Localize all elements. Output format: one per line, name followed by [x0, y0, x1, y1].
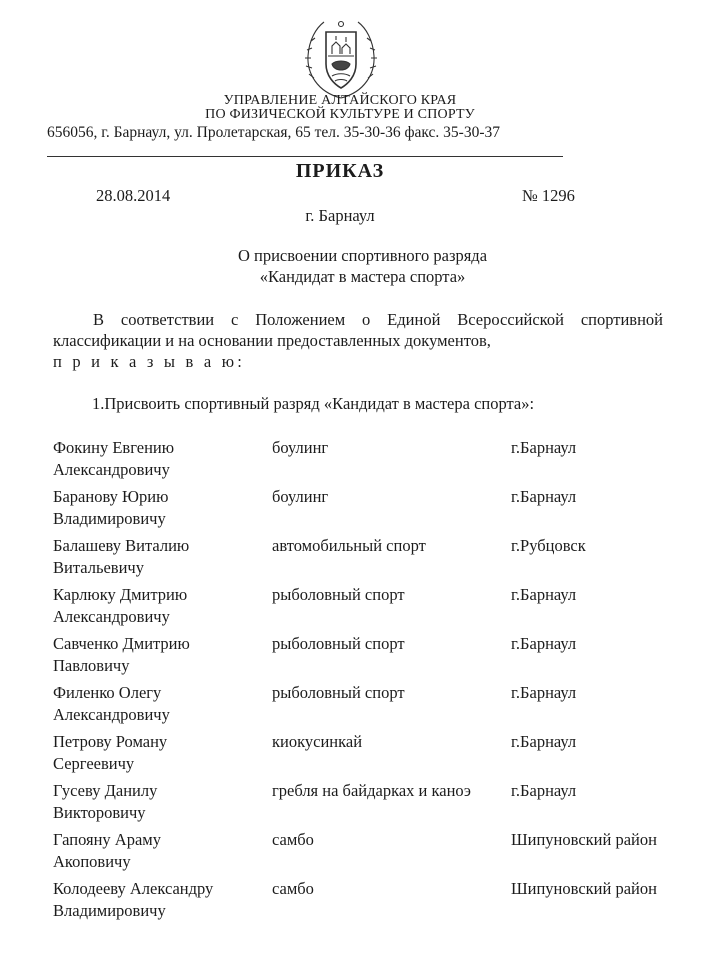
order-word: п р и к а з ы в а ю: [53, 352, 246, 371]
recipient-sport: гребля на байдарках и каноэ [272, 781, 471, 800]
recipient-name [53, 878, 263, 922]
recipient-name-line2: Александровичу [53, 460, 170, 479]
order-date: 28.08.2014 [96, 186, 171, 205]
recipient-row [0, 437, 717, 481]
recipient-row [0, 486, 717, 530]
recipient-name-line2: Павловичу [53, 656, 130, 675]
recipient-name [53, 682, 263, 726]
recipient-name-line1: Филенко Олегу [53, 683, 162, 702]
recipient-sport: боулинг [272, 487, 329, 506]
recipient-city: Шипуновский район [511, 830, 657, 849]
recipient-name [53, 437, 263, 481]
recipient-row [0, 633, 717, 677]
recipient-name-line1: Карлюку Дмитрию [53, 585, 188, 604]
order-item-1: 1.Присвоить спортивный разряд «Кандидат в мастера спорта»: [92, 394, 535, 413]
order-city: г. Барнаул [305, 206, 375, 225]
preamble-paragraph [53, 309, 663, 372]
document-title: ПРИКАЗ [295, 160, 385, 182]
recipient-sport: самбо [272, 830, 314, 849]
recipient-name-line2: Викторовичу [53, 803, 146, 822]
recipient-city: г.Барнаул [511, 683, 577, 702]
recipient-name-line2: Акоповичу [53, 852, 131, 871]
recipient-sport: автомобильный спорт [272, 536, 426, 555]
recipient-city: г.Барнаул [511, 732, 577, 751]
org-name-line2: ПО ФИЗИЧЕСКОЙ КУЛЬТУРЕ И СПОРТУ [205, 107, 475, 122]
recipient-sport: боулинг [272, 438, 329, 457]
recipient-name-line2: Витальевичу [53, 558, 144, 577]
recipient-name-line1: Балашеву Виталию [53, 536, 190, 555]
recipient-name-line2: Владимировичу [53, 901, 166, 920]
recipient-name-line1: Фокину Евгению [53, 438, 175, 457]
recipient-sport: самбо [272, 879, 314, 898]
recipient-city: г.Барнаул [511, 487, 577, 506]
recipient-name [53, 584, 263, 628]
recipient-name-line2: Александровичу [53, 705, 170, 724]
recipient-name-line1: Гусеву Данилу [53, 781, 158, 800]
header-divider [47, 156, 563, 157]
recipient-name-line1: Савченко Дмитрию [53, 634, 190, 653]
order-subject-line2: «Кандидат в мастера спорта» [259, 267, 466, 286]
recipient-row [0, 584, 717, 628]
recipient-name-line2: Александровичу [53, 607, 170, 626]
recipient-sport: киокусинкай [272, 732, 363, 751]
recipient-name-line1: Петрову Роману [53, 732, 168, 751]
preamble-line1: В соответствии с Положением о Единой Всероссийской спортивной [93, 310, 663, 329]
recipient-city: г.Барнаул [511, 781, 577, 800]
recipient-row [0, 878, 717, 922]
recipient-sport: рыболовный спорт [272, 634, 405, 653]
recipient-city: Шипуновский район [511, 879, 657, 898]
recipient-name [53, 731, 263, 775]
recipient-name-line2: Сергеевичу [53, 754, 135, 773]
recipient-city: г.Барнаул [511, 438, 577, 457]
recipient-row [0, 535, 717, 579]
recipient-name [53, 829, 263, 873]
recipient-row [0, 829, 717, 873]
recipient-city: г.Барнаул [511, 634, 577, 653]
recipient-row [0, 682, 717, 726]
recipient-city: г.Рубцовск [511, 536, 586, 555]
recipient-sport: рыболовный спорт [272, 585, 405, 604]
recipient-name [53, 535, 263, 579]
recipient-name [53, 780, 263, 824]
recipient-row [0, 731, 717, 775]
org-name-line1: УПРАВЛЕНИЕ АЛТАЙСКОГО КРАЯ [223, 93, 457, 108]
order-subject-line1: О присвоении спортивного разряда [237, 246, 488, 265]
order-number: № 1296 [522, 186, 575, 205]
recipient-name-line1: Баранову Юрию [53, 487, 169, 506]
recipient-name [53, 486, 263, 530]
altai-krai-coat-of-arms-icon [302, 18, 380, 100]
recipient-name-line1: Гапояну Араму [53, 830, 161, 849]
recipient-name-line1: Колодееву Александру [53, 879, 214, 898]
recipient-name-line2: Владимировичу [53, 509, 166, 528]
recipient-row [0, 780, 717, 824]
org-address: 656056, г. Барнаул, ул. Пролетарская, 65 тел. 35-30-36 факс. 35-30-37 [47, 124, 500, 141]
recipient-sport: рыболовный спорт [272, 683, 405, 702]
recipient-name [53, 633, 263, 677]
recipient-city: г.Барнаул [511, 585, 577, 604]
preamble-line2: классификации и на основании предоставленных документов, [53, 331, 491, 350]
